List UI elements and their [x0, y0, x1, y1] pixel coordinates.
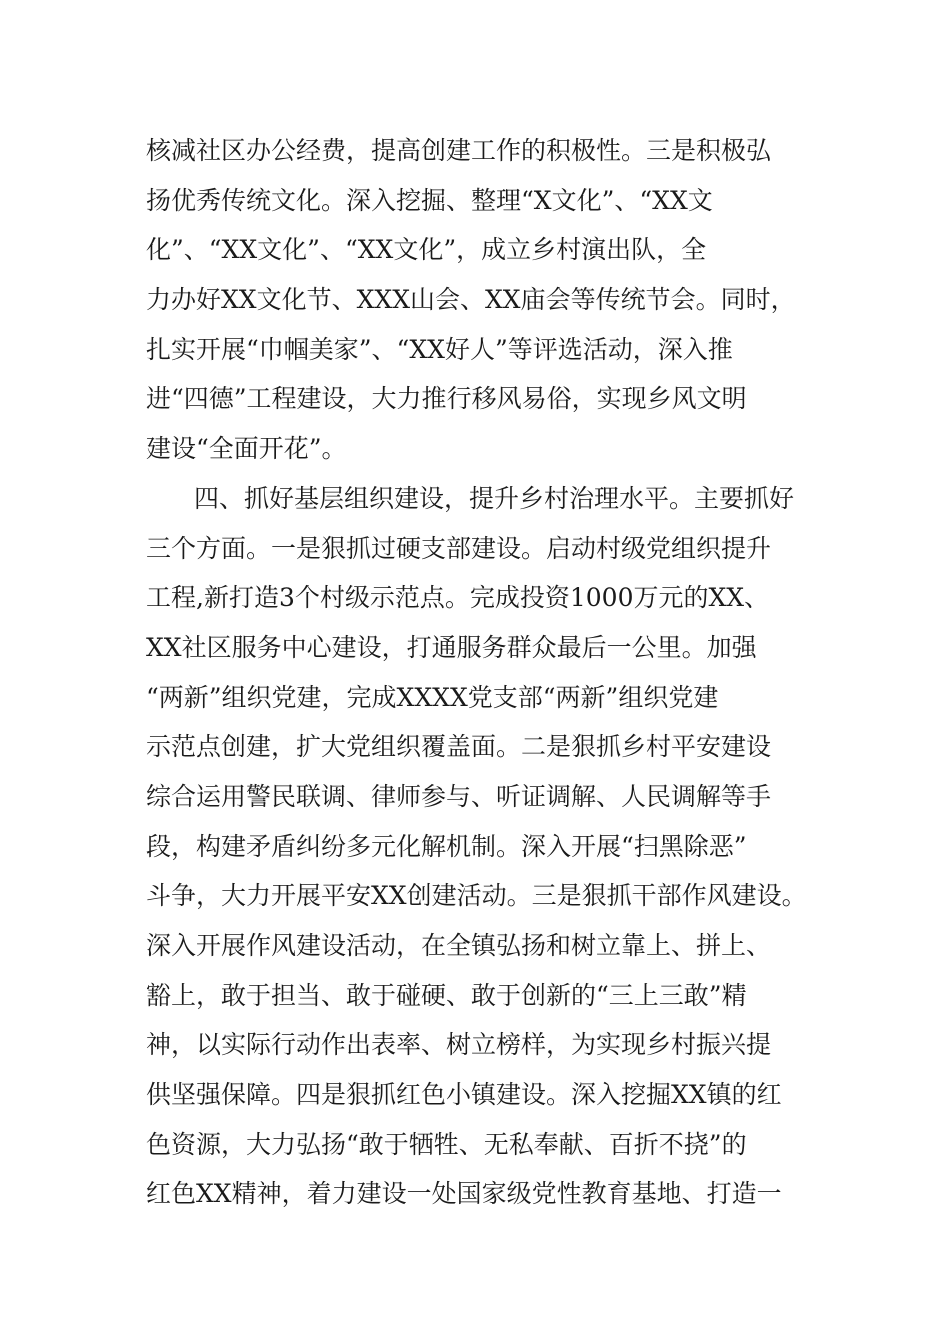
text-line: 示范点创建，扩大党组织覆盖面。二是狠抓乡村平安建设	[146, 732, 772, 762]
text-line: 供坚强保障。四是狠抓红色小镇建设。深入挖掘XX镇的红	[146, 1080, 782, 1110]
text-line: 扎实开展“巾帼美家”、“XX好人”等评选活动，深入推	[146, 334, 733, 364]
text-line: XX社区服务中心建设，打通服务群众最后一公里。加强	[146, 632, 757, 662]
text-line: 色资源，大力弘扬“敢于牺牲、无私奉献、百折不挠”的	[146, 1129, 747, 1159]
body-text	[146, 126, 836, 1219]
text-line: 三个方面。一是狠抓过硬支部建设。启动村级党组织提升	[146, 533, 772, 563]
text-line: 斗争，大力开展平安XX创建活动。三是狠抓干部作风建设。	[146, 881, 807, 911]
text-line: 核减社区办公经费，提高创建工作的积极性。三是积极弘	[146, 136, 772, 165]
text-line: 建设“全面开花”。	[146, 434, 347, 464]
text-line: 扬优秀传统文化。深入挖掘、整理“X文化”、“XX文	[146, 185, 713, 215]
text-line: 工程,新打造3个村级示范点。完成投资1000万元的XX、	[146, 583, 770, 613]
text-line: 进“四德”工程建设，大力推行移风易俗，实现乡风文明	[146, 384, 747, 414]
text-line: 红色XX精神，着力建设一处国家级党性教育基地、打造一	[146, 1179, 782, 1209]
text-line: 神，以实际行动作出表率、树立榜样，为实现乡村振兴提	[146, 1030, 772, 1060]
text-line: “两新”组织党建，完成XXXX党支部“两新”组织党建	[146, 682, 719, 712]
text-line: 力办好XX文化节、XXX山会、XX庙会等传统节会。同时，	[146, 285, 796, 315]
text-line: 豁上，敢于担当、敢于碰硬、敢于创新的“三上三敢”精	[146, 980, 747, 1010]
text-line: 综合运用警民联调、律师参与、听证调解、人民调解等手	[146, 781, 772, 811]
text-line: 深入开展作风建设活动，在全镇弘扬和树立靠上、拼上、	[146, 931, 772, 960]
text-line: 段，构建矛盾纠纷多元化解机制。深入开展“扫黑除恶”	[146, 831, 747, 861]
section-heading-line: 四、抓好基层组织建设，提升乡村治理水平。主要抓好	[194, 483, 795, 513]
text-line: 化”、“XX文化”、“XX文化”，成立乡村演出队，全	[146, 235, 707, 265]
